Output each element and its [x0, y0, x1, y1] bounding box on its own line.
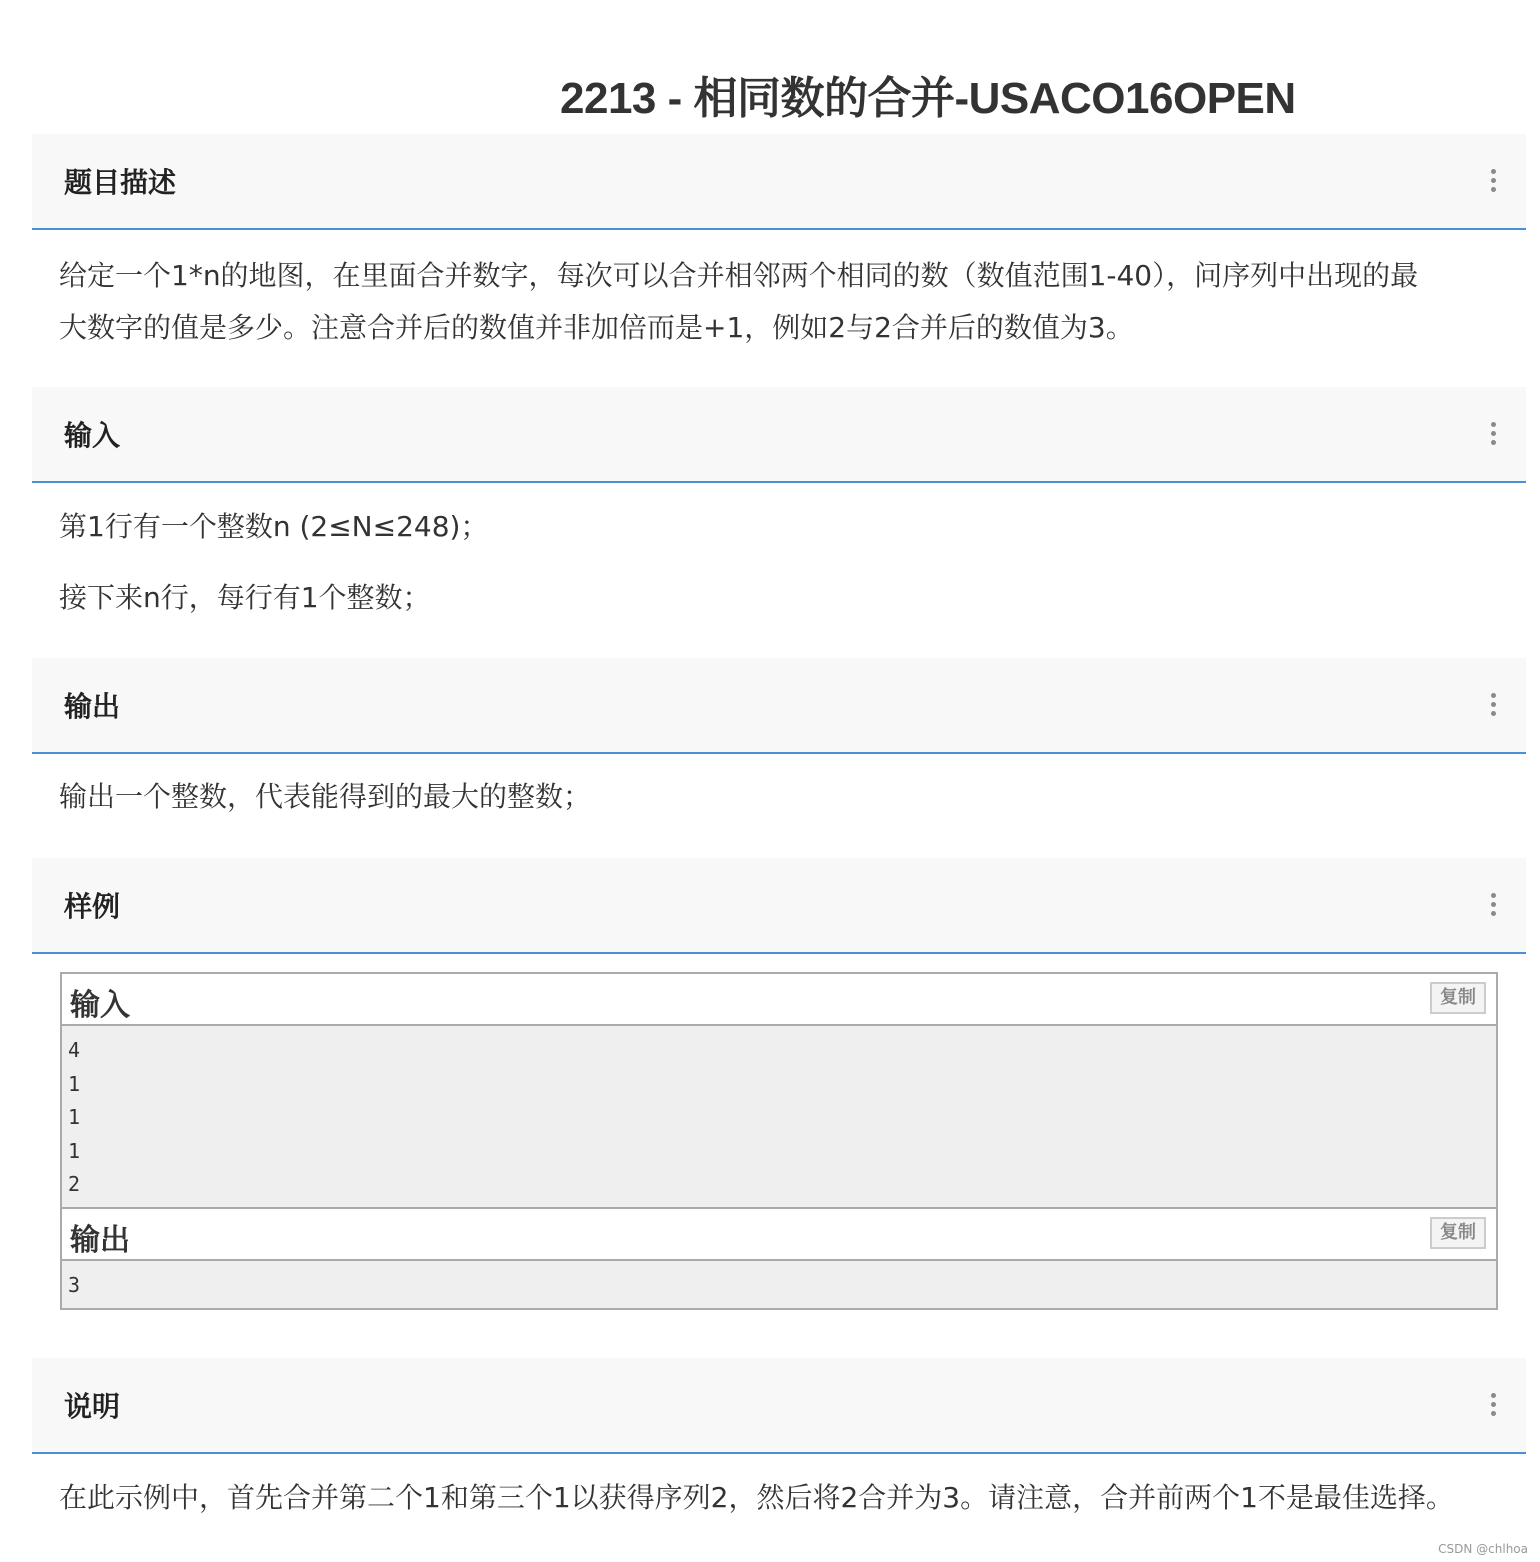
- sample-input-line: 1: [68, 1105, 81, 1129]
- more-options-icon[interactable]: [1490, 422, 1496, 446]
- sample-input-line: 1: [68, 1138, 81, 1163]
- sample-output-label: 输出: [70, 1223, 130, 1258]
- explanation-line: 在此示例中，首先合并第二个1和第三个1以获得序列2，然后将2合并为3。请注意，合并前两个1不是最佳选择。: [59, 1481, 1454, 1514]
- section-header-explanation: [32, 1358, 1526, 1454]
- section-header-sample: [32, 858, 1526, 954]
- sample-output-content[interactable]: [62, 1261, 1496, 1303]
- section-title: 输入: [64, 419, 121, 452]
- sample-input-line: 4: [68, 1038, 81, 1062]
- input-line: 接下来n行，每行有1个整数；: [59, 581, 431, 614]
- sample-input-label: 输入: [70, 988, 130, 1023]
- copy-output-button[interactable]: 复制: [1430, 1217, 1486, 1249]
- section-title: 题目描述: [64, 166, 177, 199]
- watermark: CSDN @chlhoa: [1438, 1542, 1528, 1556]
- description-line: 大数字的值是多少。注意合并后的数值并非加倍而是+1，例如2与2合并后的数值为3。: [59, 311, 1134, 344]
- output-line: 输出一个整数，代表能得到的最大的整数；: [59, 780, 592, 813]
- more-options-icon[interactable]: [1490, 893, 1496, 917]
- page-title: 2213 - 相同数的合并-USACO16OPEN: [560, 74, 1296, 123]
- description-line: 给定一个1*n的地图，在里面合并数字，每次可以合并相邻两个相同的数（数值范围1-40），问序列中出现的最: [59, 259, 1419, 292]
- sample-output-box: [60, 1207, 1498, 1310]
- sample-input-content[interactable]: [62, 1026, 1496, 1202]
- more-options-icon[interactable]: [1490, 1393, 1496, 1417]
- sample-output-header: [62, 1209, 1496, 1261]
- section-header-description: [32, 134, 1526, 230]
- input-line: 第1行有一个整数n (2≤N≤248)；: [59, 510, 489, 543]
- sample-input-line: 2: [68, 1172, 81, 1196]
- sample-input-header: [62, 974, 1496, 1026]
- sample-input-line: 1: [68, 1071, 81, 1096]
- description-text: [59, 250, 1499, 354]
- more-options-icon[interactable]: [1490, 693, 1496, 717]
- section-title: 样例: [64, 890, 121, 923]
- sample-output-line: 3: [68, 1273, 81, 1297]
- section-header-output: [32, 658, 1526, 754]
- sample-input-box: [60, 972, 1498, 1209]
- section-title: 说明: [64, 1390, 121, 1423]
- section-header-input: [32, 387, 1526, 483]
- more-options-icon[interactable]: [1490, 169, 1496, 193]
- copy-input-button[interactable]: 复制: [1430, 982, 1486, 1014]
- section-title: 输出: [64, 690, 121, 723]
